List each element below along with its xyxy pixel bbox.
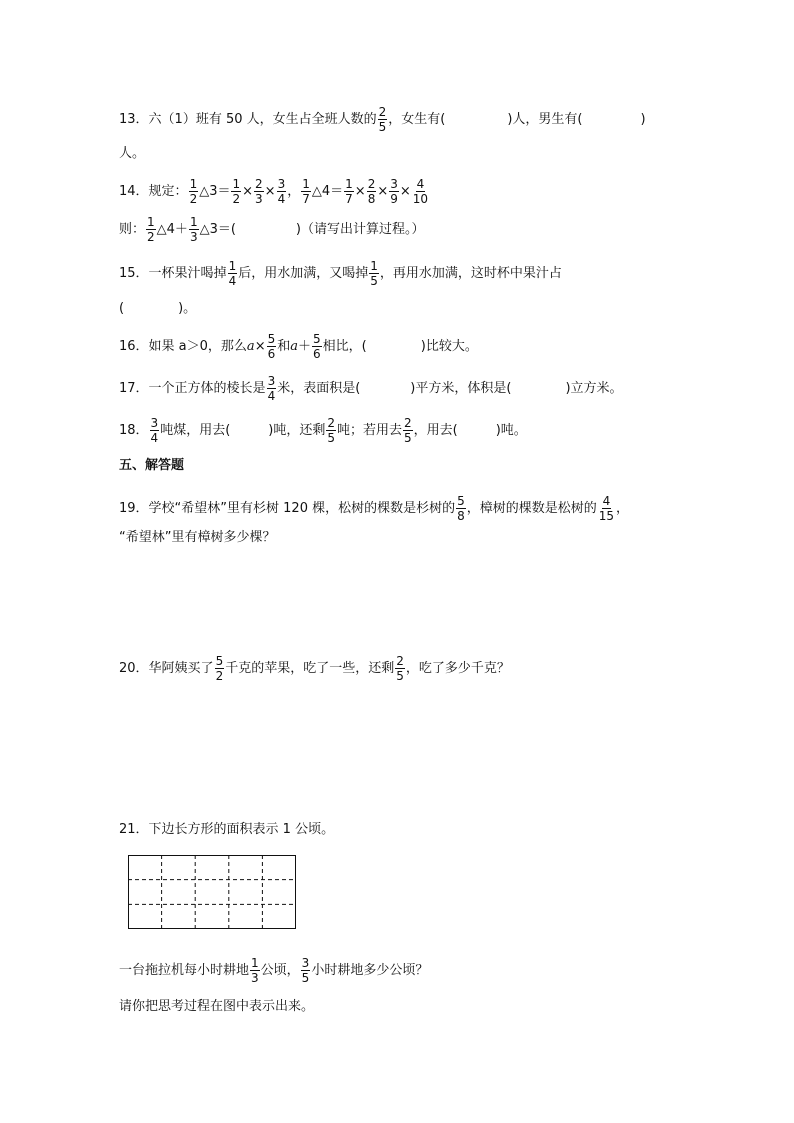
times-sign: × — [399, 184, 411, 199]
times-sign: × — [242, 184, 254, 199]
plus-sign: ＋ — [298, 339, 312, 354]
times-sign: × — [354, 184, 366, 199]
q17-number: 17． — [119, 381, 149, 396]
q21-line-1 — [119, 823, 334, 836]
q18-line — [119, 417, 527, 444]
q13-text-4: ) — [640, 112, 646, 127]
q15-text-2: 后，用水加满，又喝掉 — [238, 266, 369, 281]
q16-text-3: )比较大。 — [420, 339, 478, 354]
q17-text-1: 一个正方体的棱长是 — [148, 381, 266, 396]
q21-text-4: 小时耕地多少公顷？ — [311, 963, 429, 978]
q14-fraction: $\frac{1}{7}$ — [345, 177, 353, 206]
q15-line-2 — [119, 302, 196, 315]
q14-number: 14． — [119, 184, 149, 199]
rectangle-border — [129, 856, 296, 929]
comma: ， — [287, 184, 301, 199]
q14-operator: △3＝( — [199, 222, 236, 237]
q14-operator: △4＝ — [311, 184, 344, 199]
q13-number: 13． — [119, 112, 149, 127]
q14-fraction: $\frac{1}{2}$ — [189, 177, 198, 206]
q19-line-1 — [119, 495, 629, 522]
q13-line-1 — [119, 106, 646, 133]
q14-line-2-prefix: 则： — [119, 222, 146, 237]
q13-text-2: ，女生有( — [388, 112, 446, 127]
variable-a: a — [246, 339, 255, 354]
q14-fraction: $\frac{3}{4}$ — [277, 177, 286, 206]
times-sign: × — [377, 184, 389, 199]
q16-text-1: 如果 a＞0，那么 — [148, 339, 247, 354]
q21-text-1: 下边长方形的面积表示 1 公顷。 — [148, 822, 335, 837]
q14-line-2 — [119, 216, 425, 243]
q15-text-3: ，再用水加满，这时杯中果汁占 — [379, 266, 562, 281]
q16-fraction: $\frac{5}{6}$ — [313, 332, 321, 361]
q16-text-2: 相比，( — [322, 339, 367, 354]
q21-line-2 — [119, 957, 428, 984]
q20-number: 20． — [119, 661, 149, 676]
q17-fraction: $\frac{3}{4}$ — [267, 374, 276, 403]
q18-fraction: $\frac{2}{5}$ — [404, 416, 412, 445]
q18-text-5: )吨。 — [495, 423, 527, 438]
q19-line-2: “希望林”里有樟树多少棵？ — [119, 530, 276, 545]
times-sign: × — [254, 339, 266, 354]
q21-fraction: $\frac{1}{3}$ — [251, 956, 259, 985]
variable-a: a — [290, 339, 299, 354]
q17-text-4: )立方米。 — [565, 381, 623, 396]
q20-text-3: ，吃了多少千克？ — [405, 661, 510, 676]
q19-number: 19． — [119, 501, 149, 516]
q20-text-1: 华阿姨买了 — [148, 661, 214, 676]
q14-operator: △4＋ — [156, 222, 188, 237]
q14-fraction: $\frac{3}{9}$ — [390, 177, 398, 206]
q14-fraction: $\frac{1}{2}$ — [147, 215, 155, 244]
hectare-rectangle-grid[interactable] — [128, 855, 296, 929]
q21-line-3: 请你把思考过程在图中表示出来。 — [119, 999, 315, 1014]
q20-fraction: $\frac{5}{2}$ — [215, 654, 224, 683]
q15-fraction: $\frac{1}{4}$ — [228, 259, 237, 288]
q14-fraction: $\frac{2}{3}$ — [255, 177, 263, 206]
q13-fraction: $\frac{2}{5}$ — [378, 105, 387, 134]
q14-fraction: $\frac{1}{2}$ — [232, 177, 241, 206]
q18-text-3: 吨；若用去 — [336, 423, 402, 438]
q14-fraction: $\frac{4}{10}$ — [412, 177, 429, 206]
q21-text-2: 一台拖拉机每小时耕地 — [119, 963, 250, 978]
dashed-grid-lines — [128, 855, 296, 929]
q19-fraction: $\frac{5}{8}$ — [457, 494, 465, 523]
q18-text-2: )吨，还剩 — [268, 423, 326, 438]
q15-text-1: 一杯果汁喝掉 — [148, 266, 227, 281]
q13-text-1: 六（1）班有 50 人，女生占全班人数的 — [148, 112, 377, 127]
q18-fraction: $\frac{2}{5}$ — [327, 416, 335, 445]
q20-line — [119, 655, 510, 682]
q14-line-2-suffix: )（请写出计算过程。） — [295, 222, 425, 237]
q16-number: 16． — [119, 339, 149, 354]
q14-operator: △3＝ — [199, 184, 231, 199]
q16-and: 和 — [277, 339, 291, 354]
q16-fraction: $\frac{5}{6}$ — [267, 332, 276, 361]
q14-fraction: $\frac{1}{3}$ — [189, 215, 198, 244]
section-title: 五、解答题 — [119, 458, 185, 473]
q15-number: 15． — [119, 266, 149, 281]
times-sign: × — [264, 184, 276, 199]
q21-text-3: 公顷， — [260, 963, 300, 978]
q14-fraction: $\frac{1}{7}$ — [302, 177, 310, 206]
q20-text-2: 千克的苹果，吃了一些，还剩 — [225, 661, 395, 676]
q17-line — [119, 375, 623, 402]
q19-text-3: ， — [616, 501, 630, 516]
q14-prefix: 规定： — [148, 184, 188, 199]
q18-fraction: $\frac{3}{4}$ — [150, 416, 159, 445]
q18-text-1: 吨煤，用去( — [160, 423, 231, 438]
q15-open-paren: ( — [119, 301, 125, 316]
q18-number: 18． — [119, 423, 149, 438]
q14-line-1 — [119, 178, 430, 205]
q15-close-paren: )。 — [178, 301, 197, 316]
q15-fraction: $\frac{1}{5}$ — [370, 259, 378, 288]
q21-number: 21． — [119, 822, 149, 837]
q16-line — [119, 333, 478, 360]
q13-text-3: )人，男生有( — [507, 112, 583, 127]
q14-fraction: $\frac{2}{8}$ — [367, 177, 376, 206]
q21-fraction: $\frac{3}{5}$ — [301, 956, 310, 985]
q17-text-2: 米，表面积是( — [277, 381, 361, 396]
q17-text-3: )平方米，体积是( — [410, 381, 512, 396]
q19-text-2: ，樟树的棵数是松树的 — [466, 501, 597, 516]
q15-line-1 — [119, 260, 562, 287]
q19-text-1: 学校“希望林”里有杉树 120 棵，松树的棵数是杉树的 — [148, 501, 456, 516]
q18-text-4: ，用去( — [413, 423, 458, 438]
q20-fraction: $\frac{2}{5}$ — [396, 654, 404, 683]
q19-fraction: $\frac{4}{15}$ — [598, 494, 615, 523]
q13-line-2: 人。 — [119, 146, 146, 161]
